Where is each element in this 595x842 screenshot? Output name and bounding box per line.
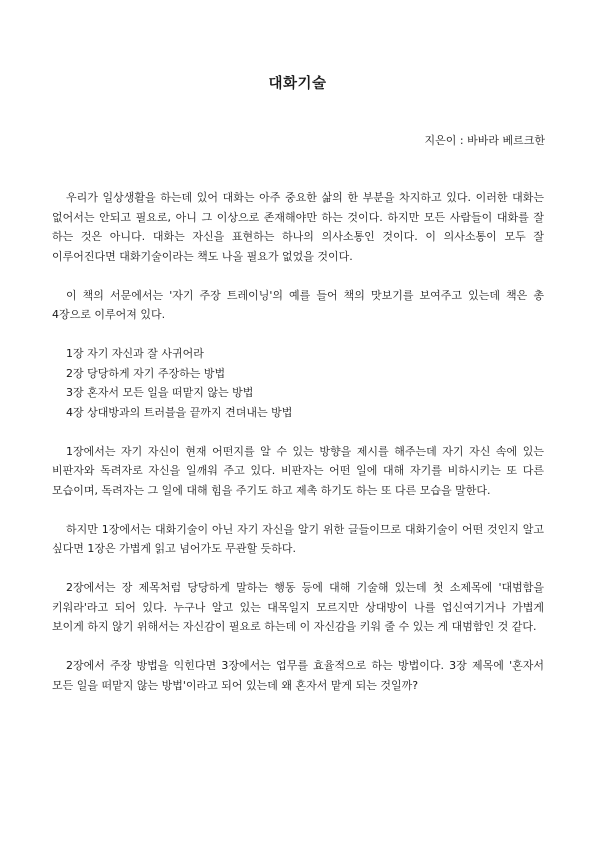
list-item: 4장 상대방과의 트러블을 끝까지 견뎌내는 방법 <box>66 405 293 419</box>
author-line: 지은이 : 바바라 베르크한 <box>424 134 545 147</box>
document-body <box>52 188 544 695</box>
paragraph-preface: 이 책의 서문에서는 '자기 주장 트레이닝'의 예를 들어 책의 맛보기를 보여주고 있는데 책은 총 4장으로 이루어져 있다. <box>52 288 544 321</box>
paragraph-chapter2: 2장에서는 장 제목처럼 당당하게 말하는 행동 등에 대해 기술해 있는데 첫 소제목에 '대범함을 키워라'라고 되어 있다. 누구나 알고 있는 대목일지 모르지만 상대방이 나를 업신여기거나 가볍게 보이게 하지 않기 위해서는 자신감이 필요로 하는데 이 자신감을 키워 줄 수 있는 게 대범함인 것 같다. <box>52 581 544 633</box>
list-item: 2장 당당하게 자기 주장하는 방법 <box>66 366 226 380</box>
list-item: 3장 혼자서 모든 일을 떠맡지 않는 방법 <box>66 386 254 399</box>
paragraph-chapter1-note: 하지만 1장에서는 대화기술이 아닌 자기 자신을 알기 위한 글들이므로 대화기술이 어떤 것인지 알고 싶다면 1장은 가볍게 읽고 넘어가도 무관할 듯하다. <box>52 522 544 555</box>
document-title: 대화기술 <box>268 76 327 92</box>
chapter-list <box>52 344 544 422</box>
paragraph-intro: 우리가 일상생활을 하는데 있어 대화는 아주 중요한 삶의 한 부분을 차지하고 있다. 이러한 대화는 없어서는 안되고 필요로, 아니 그 이상으로 존재해야만 하는 것이다. 하지만 모든 사람들이 대화를 잘 하는 것은 아니다. 대화는 자신을 표현하는 하나의 의사소통인 것이다. 이 의사소통이 모두 잘 이루어진다면 대화기술이라는 책도 나올 필요가 없었을 것이다. <box>52 191 544 263</box>
paragraph-chapter3: 2장에서 주장 방법을 익힌다면 3장에서는 업무를 효율적으로 하는 방법이다. 3장 제목에 '혼자서 모든 일을 떠맡지 않는 방법'이라고 되어 있는데 왜 혼자서 맡게 되는 것일까? <box>52 659 544 692</box>
paragraph-chapter1: 1장에서는 자기 자신이 현재 어떤지를 알 수 있는 방향을 제시를 해주는데 자기 자신 속에 있는 비판자와 독려자로 자신을 일깨워 주고 있다. 비판자는 어떤 일에 대해 자기를 비하시키는 또 다른 모습이며, 독려자는 그 일에 대해 힘을 주기도 하고 제촉 하기도 하는 또 다른 모습을 말한다. <box>52 444 544 497</box>
list-item: 1장 자기 자신과 잘 사귀어라 <box>66 347 204 360</box>
